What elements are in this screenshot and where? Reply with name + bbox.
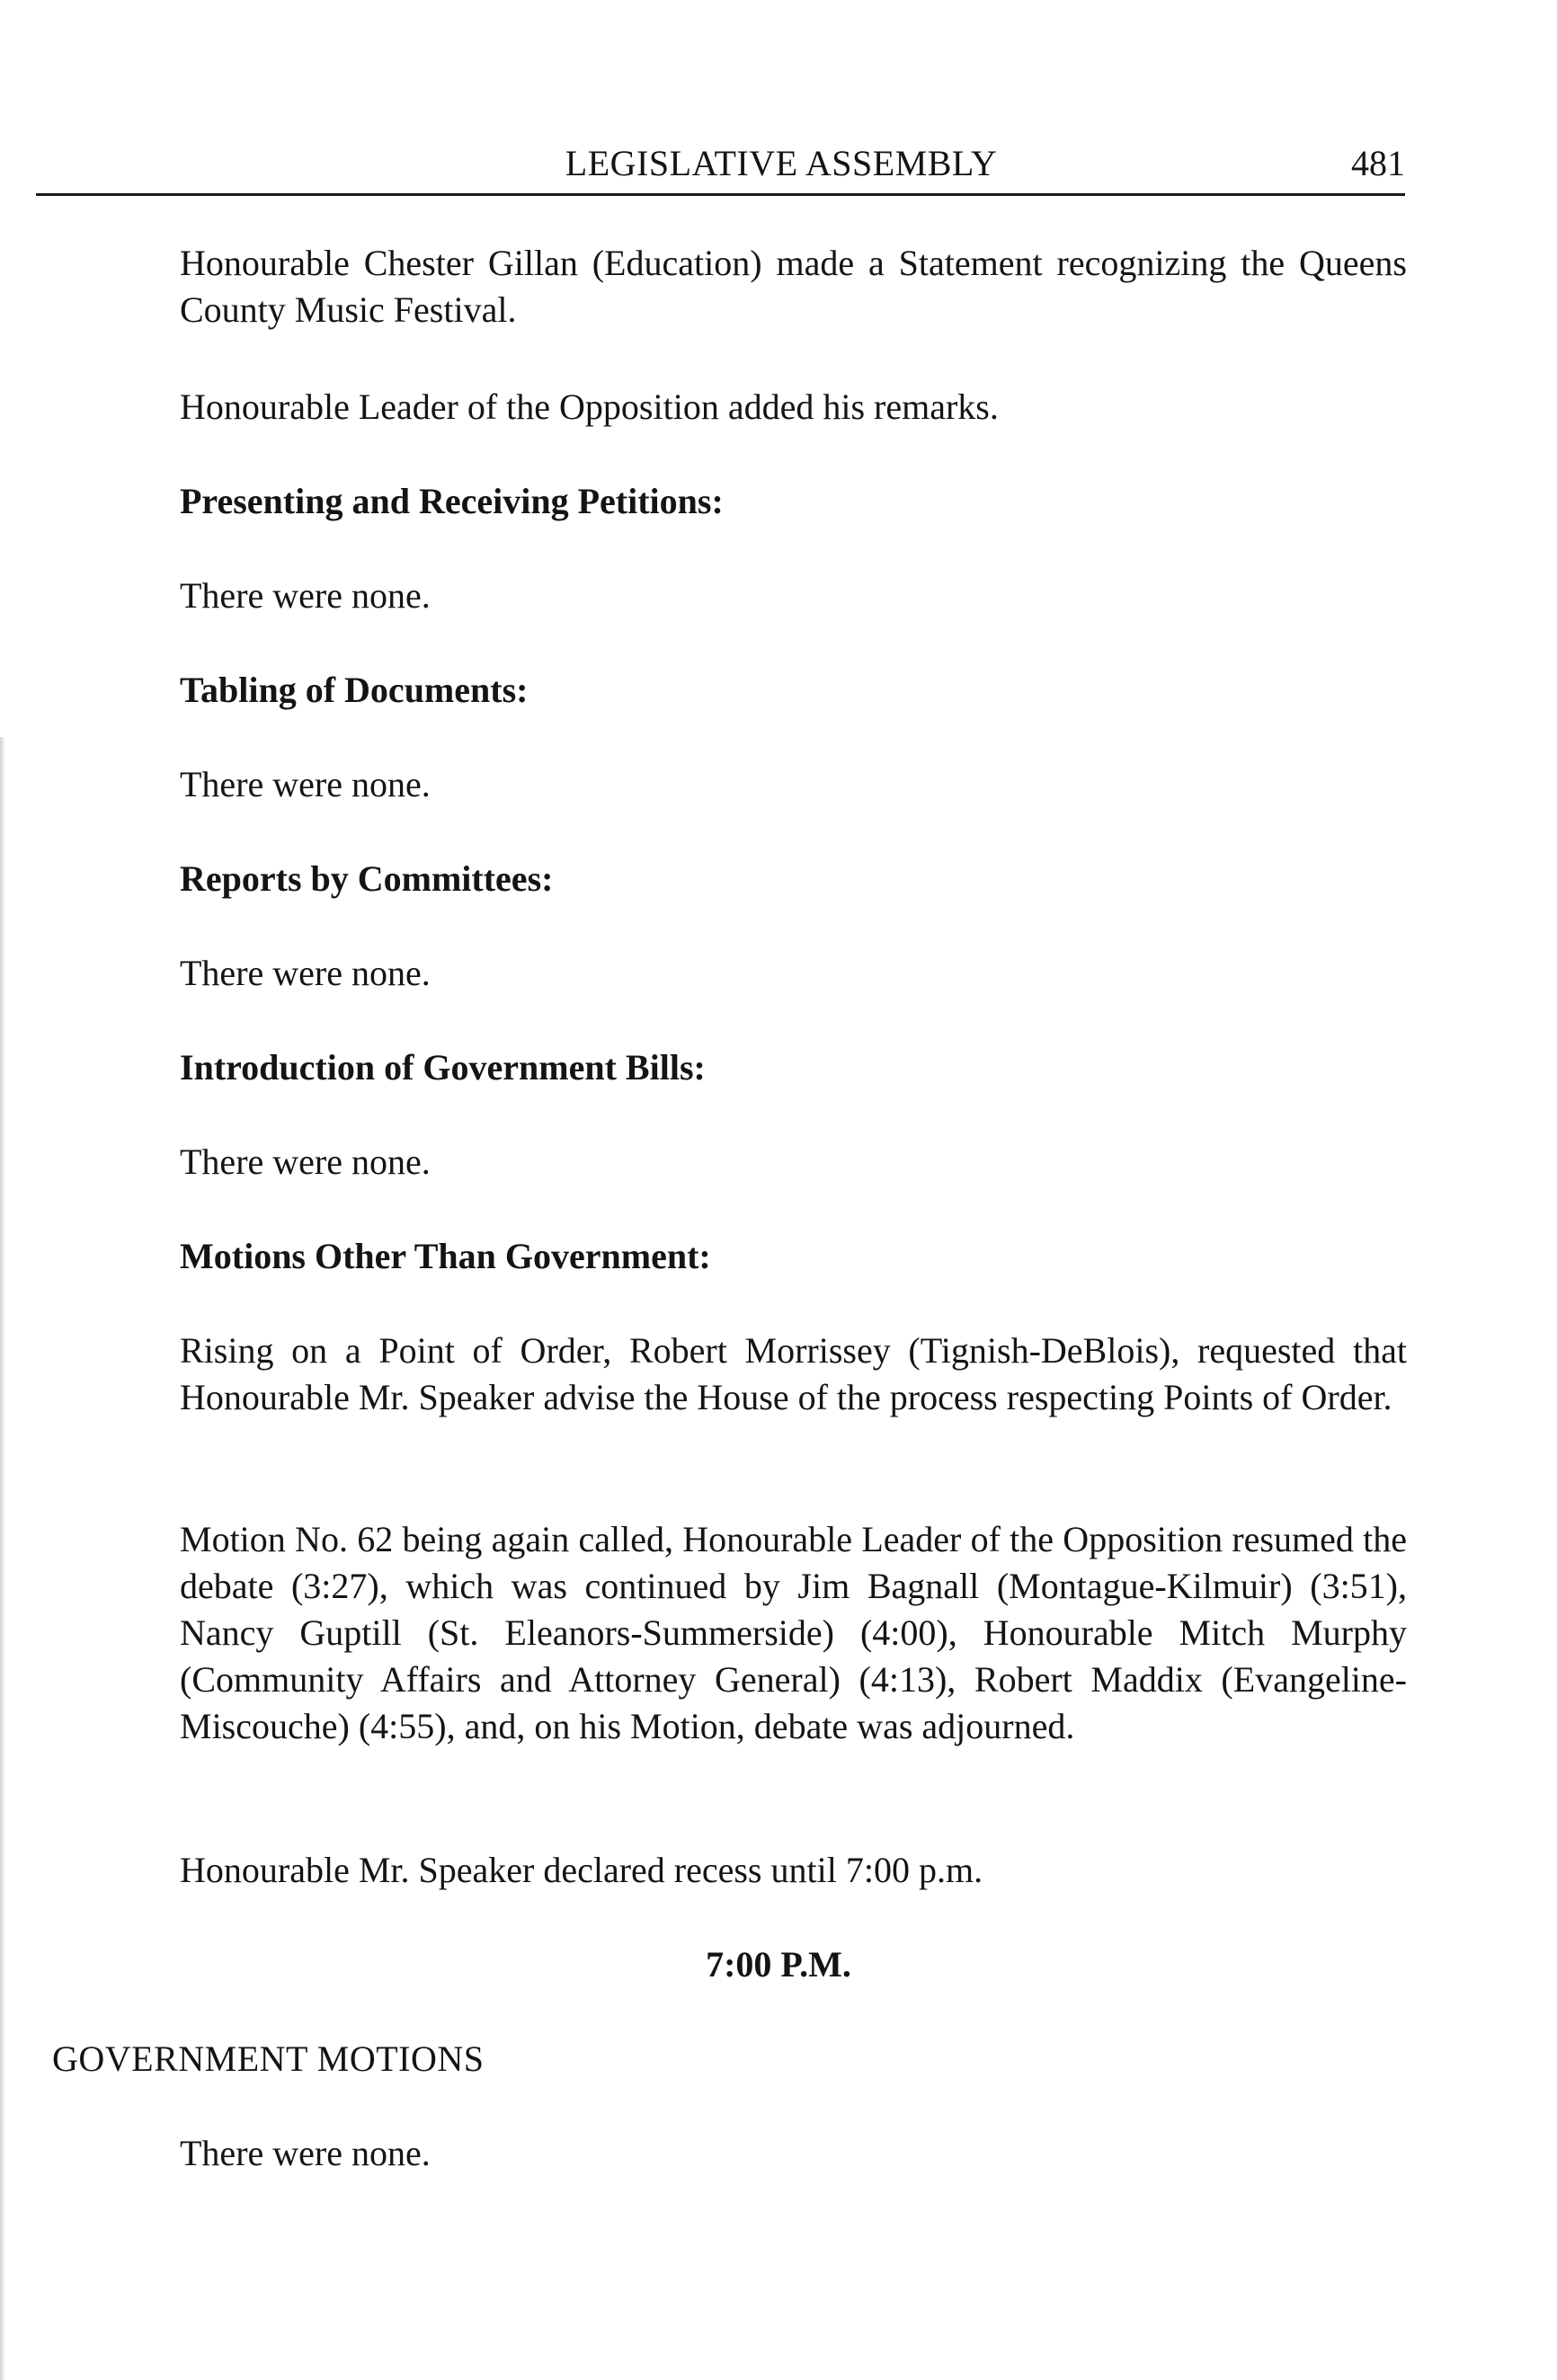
header-rule bbox=[36, 193, 1405, 196]
header-title: LEGISLATIVE ASSEMBLY bbox=[565, 143, 998, 183]
government-motions-text: There were none. bbox=[180, 2133, 431, 2173]
statement-paragraph: Honourable Chester Gillan (Education) made a Statement recognizing the Queens County Music Festival. bbox=[180, 243, 1407, 330]
bills-text: There were none. bbox=[180, 1141, 431, 1182]
reports-text: There were none. bbox=[180, 953, 431, 993]
tabling-heading: Tabling of Documents: bbox=[180, 670, 529, 710]
remarks-paragraph: Honourable Leader of the Opposition added his remarks. bbox=[180, 386, 999, 427]
petitions-text: There were none. bbox=[180, 575, 431, 616]
recess-paragraph: Honourable Mr. Speaker declared recess until 7:00 p.m. bbox=[180, 1850, 983, 1890]
government-motions-heading: GOVERNMENT MOTIONS bbox=[52, 2038, 485, 2079]
point-of-order-paragraph: Rising on a Point of Order, Robert Morrissey (Tignish-DeBlois), requested that Honourable Mr. Speaker advise the House of the process respecting Points of Order. bbox=[180, 1330, 1407, 1417]
reports-heading: Reports by Committees: bbox=[180, 858, 554, 899]
motions-heading: Motions Other Than Government: bbox=[180, 1236, 711, 1276]
petitions-heading: Presenting and Receiving Petitions: bbox=[180, 481, 724, 521]
motion-62-paragraph: Motion No. 62 being again called, Honourable Leader of the Opposition resumed the debate (3:27), which was continued by Jim Bagnall (Montague-Kilmuir) (3:51), Nancy Guptill (St. Eleanors-Summerside) (4:00), Honourable Mitch Murphy (Community Affairs and Attorney General) (4:13), Robert Maddix (Evangeline-Miscouche) (4:55), and, on his Motion, debate was adjourned. bbox=[180, 1519, 1407, 1746]
tabling-text: There were none. bbox=[180, 764, 431, 804]
time-heading: 7:00 P.M. bbox=[706, 1944, 851, 1985]
page-header bbox=[157, 142, 1405, 196]
bills-heading: Introduction of Government Bills: bbox=[180, 1047, 706, 1088]
page-number: 481 bbox=[1351, 143, 1405, 183]
scan-shadow-edge bbox=[0, 737, 5, 2380]
